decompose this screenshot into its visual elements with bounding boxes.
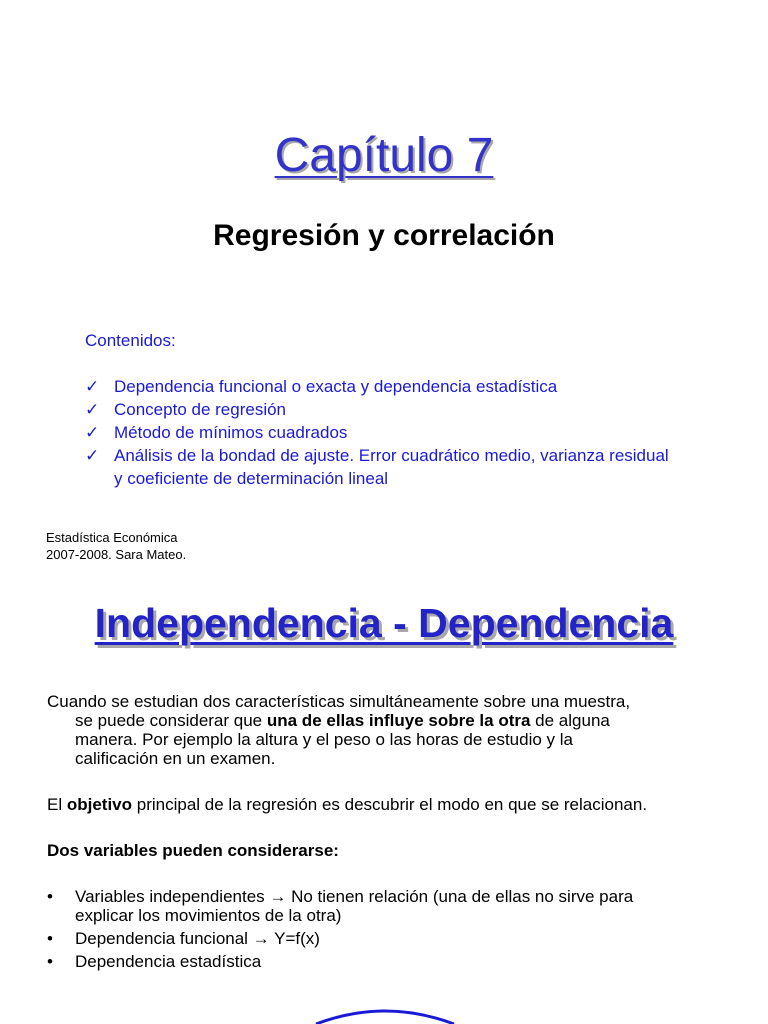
contents-item <box>85 398 755 421</box>
objective-text: El <box>47 795 67 814</box>
intro-text: se puede considerar que <box>75 711 267 730</box>
list-item <box>47 887 737 925</box>
list-item-label: Variables independientes → No tienen relación (una de ellas no sirve para <box>75 887 634 906</box>
oval-shape-fragment <box>310 1008 460 1024</box>
contents-item <box>85 375 755 398</box>
list-item <box>47 952 737 971</box>
chapter-subtitle: Regresión y correlación <box>213 219 555 252</box>
footer-course: Estadística Económica <box>46 530 178 545</box>
footer-author: 2007-2008. Sara Mateo. <box>46 547 187 562</box>
list-item-label: Dependencia estadística <box>75 952 262 971</box>
variables-list <box>47 887 737 975</box>
contents-list <box>85 375 755 490</box>
check-icon: ✓ <box>85 446 100 465</box>
intro-text: calificación en un examen. <box>75 749 276 768</box>
objective-emphasis: objetivo <box>66 795 133 814</box>
contents-item-label-continued: y coeficiente de determinación lineal <box>114 469 389 488</box>
objective-text: principal de la regresión es descubrir el modo en que se relacionan. <box>132 795 648 814</box>
intro-text: Cuando se estudian dos características simultáneamente sobre una muestra, <box>47 692 631 711</box>
contents-item-label: Concepto de regresión <box>114 400 287 419</box>
check-icon: ✓ <box>85 400 100 419</box>
check-icon: ✓ <box>85 377 100 396</box>
bullet-icon: • <box>47 887 53 906</box>
intro-text: manera. Por ejemplo la altura y el peso o las horas de estudio y la <box>75 730 573 749</box>
list-item <box>47 929 737 948</box>
footer-note <box>46 529 186 563</box>
contents-item-label: Método de mínimos cuadrados <box>114 423 348 442</box>
check-icon: ✓ <box>85 423 100 442</box>
chapter-title: Capítulo 7 <box>274 129 494 182</box>
intro-indent-block <box>47 711 737 768</box>
list-item-label: Dependencia funcional → Y=f(x) <box>75 929 320 948</box>
contents-item <box>85 444 755 490</box>
contents-item-label: Análisis de la bondad de ajuste. Error cuadrático medio, varianza residual <box>114 446 669 465</box>
intro-paragraph <box>47 692 737 768</box>
contents-item-label: Dependencia funcional o exacta y dependencia estadística <box>114 377 558 396</box>
intro-emphasis: una de ellas influye sobre la otra <box>266 711 531 730</box>
contents-item <box>85 421 755 444</box>
bullet-icon: • <box>47 952 53 971</box>
variables-heading: Dos variables pueden considerarse: <box>47 841 339 860</box>
section-title: Independencia - Dependencia <box>94 600 674 646</box>
objective-paragraph <box>47 795 737 814</box>
intro-text: de alguna <box>530 711 610 730</box>
list-item-label-continued: explicar los movimientos de la otra) <box>75 906 342 925</box>
bullet-icon: • <box>47 929 53 948</box>
contents-heading: Contenidos: <box>85 331 176 350</box>
